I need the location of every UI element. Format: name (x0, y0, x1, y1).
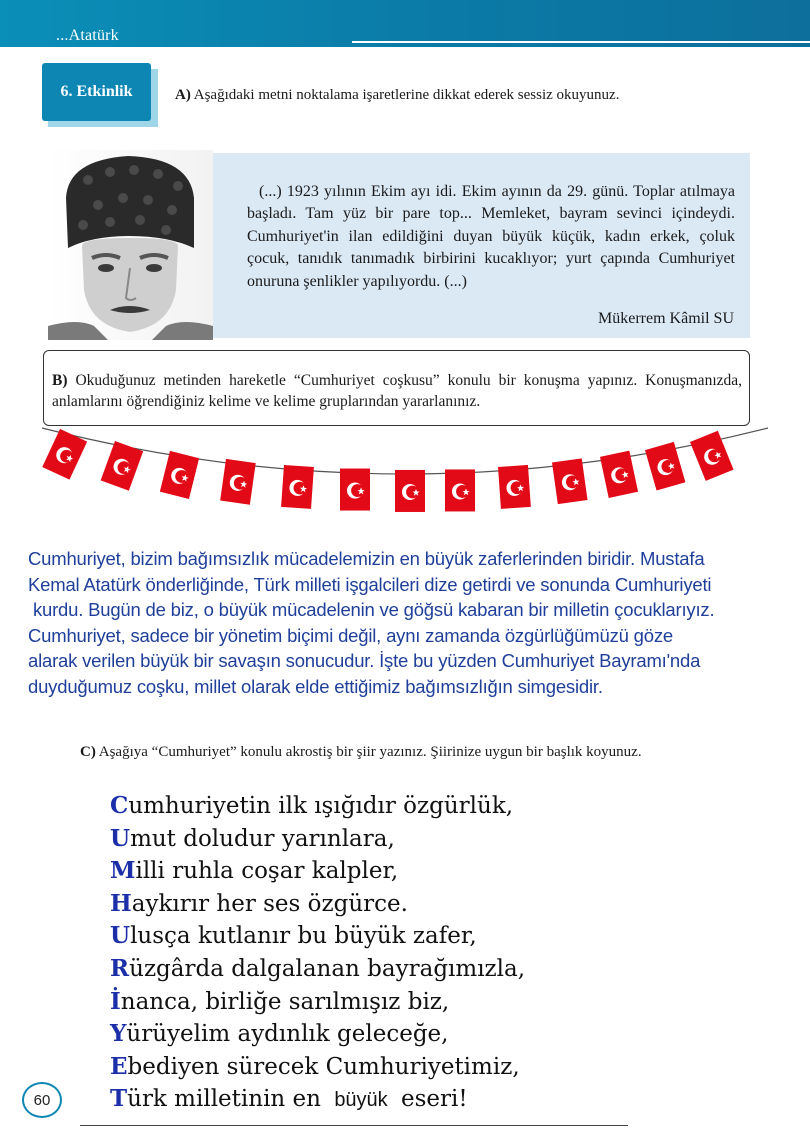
ataturk-portrait-icon (48, 150, 213, 340)
task-b-text: Okuduğunuz metinden hareketle “Cumhuriyet coşkusu” konulu bir konuşma yapınız. Konuşmanızda, anlamlarını öğrendiğiniz kelime ve kelime gruplarından yararlanınız. (52, 372, 743, 410)
inserted-word: büyük (334, 1089, 388, 1112)
poem-line-text: ürk milletinin en (127, 1086, 321, 1113)
acrostic-initial: M (110, 857, 136, 885)
poem-last-line (110, 1083, 525, 1117)
acrostic-initial: İ (110, 987, 121, 1015)
answer-b-line: Kemal Atatürk önderliğinde, Türk milleti işgalcileri dize getirdi ve sonunda Cumhuriyeti (28, 573, 712, 595)
acrostic-initial: R (110, 954, 130, 982)
task-b-label: B) (52, 372, 68, 389)
activity-badge: 6. Etkinlik (42, 63, 151, 121)
turkish-flag-icon (42, 429, 87, 480)
poem-line-text: bediyen sürecek Cumhuriyetimiz, (127, 1053, 520, 1080)
acrostic-poem (110, 790, 525, 1117)
task-a-label: A) (175, 87, 191, 103)
poem-line (110, 1051, 525, 1084)
turkish-flag-icon (600, 451, 638, 498)
answer-b-line: Cumhuriyet, bizim bağımsızlık mücadelemizin en büyük zaferlerinden biridir. Mustafa (28, 548, 705, 569)
task-c-text: Aşağıya “Cumhuriyet” konulu akrostiş bir şiir yazınız. Şiirinize uygun bir başlık koyunuz. (98, 744, 642, 760)
answer-b-paragraph (28, 546, 798, 699)
turkish-flag-icon (340, 469, 370, 511)
task-b-instruction (52, 370, 742, 412)
answer-b-line: alarak verilen büyük bir savaşın sonucudur. İşte bu yüzden Cumhuriyet Bayramı'nda (28, 650, 701, 671)
poem-underline (80, 1125, 628, 1126)
poem-line (110, 888, 525, 921)
acrostic-initial: C (110, 792, 129, 819)
header-title: ...Atatürk (56, 27, 119, 44)
turkish-flag-icon (395, 470, 425, 512)
poem-line (110, 986, 525, 1019)
header-rule (352, 41, 810, 43)
turkish-flag-icon (220, 459, 256, 505)
poem-line-text: nanca, birliğe sarılmışız biz, (120, 988, 450, 1015)
quote-author: Mükerrem Kâmil SU (598, 310, 734, 327)
poem-line-text: aykırır her ses özgürce. (131, 890, 408, 917)
acrostic-initial: Y (110, 1020, 127, 1048)
turkish-flag-icon (445, 469, 475, 511)
acrostic-initial: U (110, 824, 131, 852)
acrostic-initial: U (110, 922, 131, 950)
poem-line (110, 920, 525, 953)
acrostic-initial: E (110, 1052, 128, 1080)
turkish-flag-icon (498, 465, 531, 509)
acrostic-initial: H (110, 889, 132, 917)
flag-bunting (40, 420, 770, 550)
answer-b-line: duyduğumuz coşku, millet olarak elde ettiğimiz bağımsızlığın simgesidir. (28, 675, 603, 697)
poem-line (110, 823, 525, 856)
quote-text: (...) 1923 yılının Ekim ayı idi. Ekim ayının da 29. günü. Toplar atılmaya başladı. Tam yüz bir pare top... Memleket, bayram sevinci içindeydi. Cumhuriyet'in ilan edildiğini duyan büyük küçük, kadın erkek, çoluk çocuk, tanıdık tanımadık birbirini kucaklıyor; yurt çapında Cumhuriyet onuruna şenlikler yapılıyordu. (...) (247, 183, 735, 290)
acrostic-initial: T (110, 1085, 128, 1113)
task-c-instruction (80, 744, 642, 761)
turkish-flag-icon (281, 465, 314, 509)
poem-line-text: üzgârda dalgalanan bayrağımızla, (129, 955, 526, 982)
turkish-flag-icon (645, 442, 685, 491)
turkish-flag-icon (552, 458, 588, 504)
page-number: 60 (22, 1082, 62, 1118)
answer-b-line: kurdu. Bugün de biz, o büyük mücadelenin ve göğsü kabaran bir milletin çocuklarıyız. (28, 599, 715, 620)
poem-line-text: illi ruhla coşar kalpler, (135, 858, 399, 885)
task-a-instruction (175, 87, 619, 104)
poem-line (110, 855, 525, 888)
poem-line-text: eseri! (401, 1086, 468, 1113)
poem-line-text: mut doludur yarınlara, (130, 825, 395, 852)
poem-line-text: ürüyelim aydınlık geleceğe, (126, 1021, 449, 1048)
poem-line-text: lusça kutlanır bu büyük zafer, (130, 923, 477, 950)
poem-line (110, 790, 525, 823)
poem-line (110, 1018, 525, 1051)
turkish-flag-icon (160, 451, 199, 499)
answer-b-line: Cumhuriyet, sadece bir yönetim biçimi değil, aynı zamanda özgürlüğümüzü göze (28, 624, 673, 646)
task-a-text: Aşağıdaki metni noktalama işaretlerine dikkat ederek sessiz okuyunuz. (193, 87, 620, 103)
task-c-label: C) (80, 744, 96, 760)
poem-line (110, 953, 525, 986)
poem-line-text: umhuriyetin ilk ışığıdır özgürlük, (128, 793, 514, 819)
